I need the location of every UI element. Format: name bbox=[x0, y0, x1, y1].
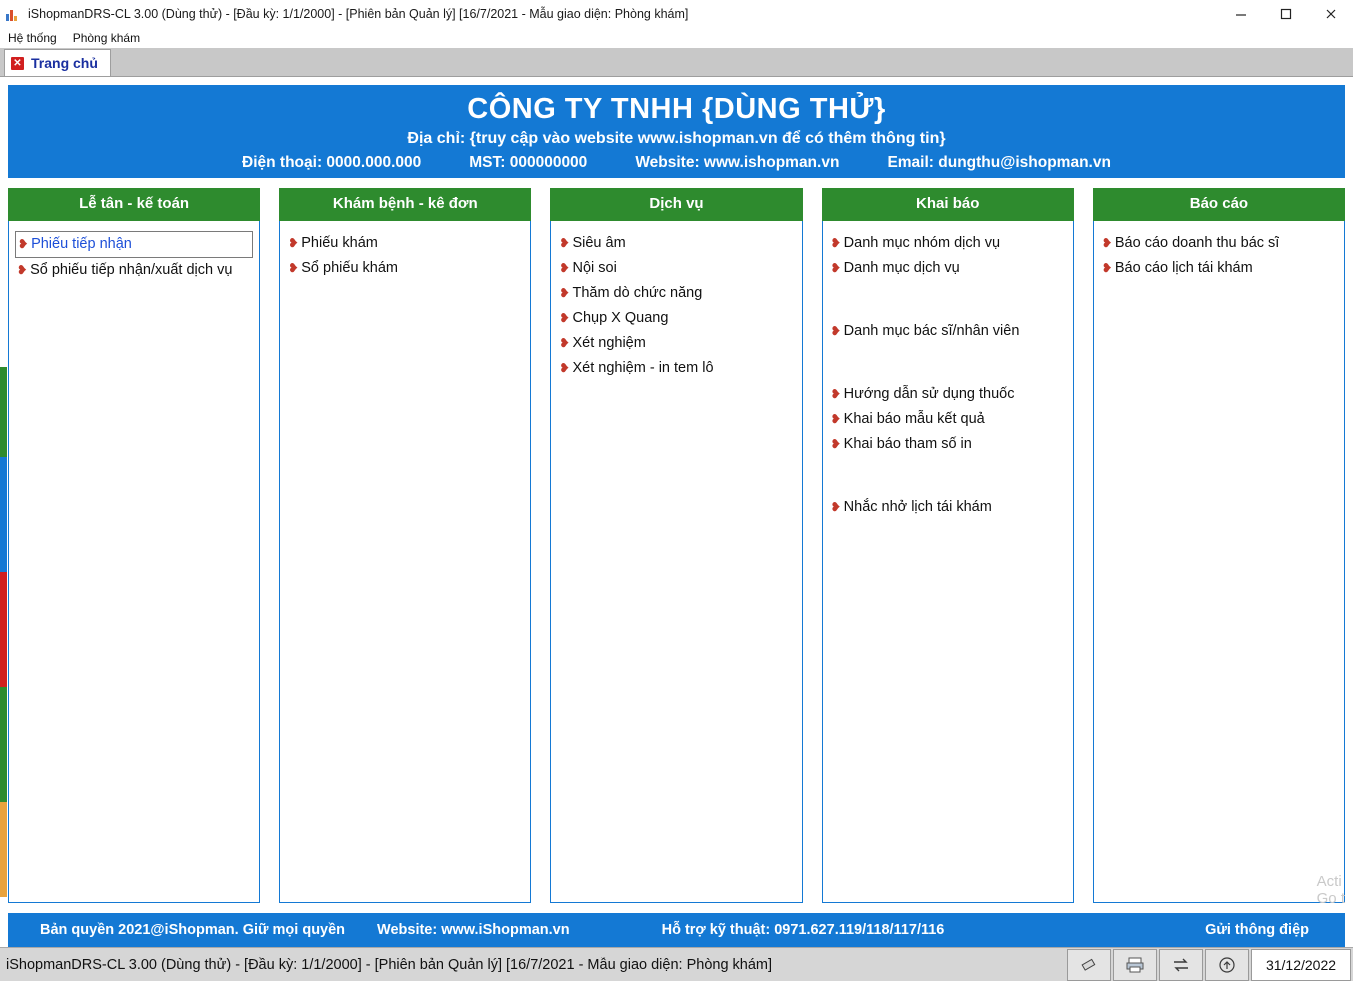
tab-strip bbox=[0, 48, 1353, 77]
footer-support: Hỗ trợ kỹ thuật: 0971.627.119/118/117/116 bbox=[661, 922, 945, 938]
menu-link-chup-x-quang[interactable] bbox=[557, 306, 795, 331]
menu-link-tham-do-chuc-nang[interactable] bbox=[557, 281, 795, 306]
link-label: Thăm dò chức năng bbox=[572, 285, 703, 301]
company-name: CÔNG TY TNHH {DÙNG THỬ} bbox=[467, 93, 886, 125]
link-label: Sổ phiếu khám bbox=[301, 260, 398, 276]
menu-link-khai-bao-tham-so-in[interactable] bbox=[829, 432, 1067, 457]
arrow-icon: ❥ bbox=[288, 236, 299, 250]
link-label: Chụp X Quang bbox=[572, 310, 669, 326]
arrow-icon: ❥ bbox=[830, 437, 841, 451]
company-website: Website: www.ishopman.vn bbox=[635, 154, 840, 171]
arrow-icon: ❥ bbox=[559, 286, 570, 300]
menu-link-phieu-tiep-nhan[interactable] bbox=[15, 231, 253, 258]
arrow-icon: ❥ bbox=[1101, 261, 1112, 275]
link-label: Khai báo mẫu kết quả bbox=[843, 411, 985, 427]
arrow-icon: ❥ bbox=[1101, 236, 1112, 250]
link-label: Sổ phiếu tiếp nhận/xuất dịch vụ bbox=[30, 262, 233, 278]
watermark-line-1: Acti bbox=[1316, 873, 1342, 890]
menu-link-xet-nghiem-in-tem-lo[interactable] bbox=[557, 356, 795, 381]
footer-copyright: Bản quyền 2021@iShopman. Giữ mọi quyền bbox=[40, 922, 346, 938]
arrow-icon: ❥ bbox=[830, 412, 841, 426]
window-title: iShopmanDRS-CL 3.00 (Dùng thử) - [Đầu kỳ: 1/1/2000] - [Phiên bản Quản lý] [16/7/2021 - Mẫu giao diện: Phòng khám] bbox=[28, 7, 689, 21]
link-label: Phiếu tiếp nhận bbox=[31, 236, 132, 252]
maximize-button[interactable] bbox=[1263, 0, 1308, 28]
upload-button[interactable] bbox=[1205, 949, 1249, 981]
footer-bar bbox=[8, 913, 1345, 947]
watermark-line-2: Go t bbox=[1316, 890, 1345, 907]
arrow-icon: ❥ bbox=[830, 500, 841, 514]
arrow-icon: ❥ bbox=[288, 261, 299, 275]
menu-bar bbox=[0, 28, 1353, 48]
arrow-icon: ❥ bbox=[830, 324, 841, 338]
arrow-icon: ❥ bbox=[17, 263, 28, 277]
column-body bbox=[822, 221, 1074, 903]
column-title: Khai báo bbox=[822, 188, 1074, 221]
link-label: Xét nghiệm bbox=[572, 335, 646, 351]
refresh-icon bbox=[1171, 956, 1191, 974]
menu-spacer bbox=[829, 457, 1067, 495]
column-title: Dịch vụ bbox=[550, 188, 802, 221]
arrow-icon: ❥ bbox=[559, 361, 570, 375]
column-body bbox=[1093, 221, 1345, 903]
link-label: Hướng dẫn sử dụng thuốc bbox=[843, 386, 1015, 402]
arrow-icon: ❥ bbox=[830, 236, 841, 250]
menu-link-danh-muc-bac-si-nhan-vien[interactable] bbox=[829, 319, 1067, 344]
arrow-icon: ❥ bbox=[559, 261, 570, 275]
status-date[interactable]: 31/12/2022 bbox=[1251, 949, 1351, 981]
module-columns bbox=[8, 188, 1345, 903]
menu-item-he-thong[interactable]: Hệ thống bbox=[8, 31, 57, 45]
minimize-icon bbox=[1234, 7, 1248, 21]
arrow-icon: ❥ bbox=[559, 236, 570, 250]
printer-button[interactable] bbox=[1113, 949, 1157, 981]
arrow-icon: ❥ bbox=[559, 311, 570, 325]
menu-link-khai-bao-mau-ket-qua[interactable] bbox=[829, 407, 1067, 432]
company-address: Địa chỉ: {truy cập vào website www.ishopman.vn để có thêm thông tin} bbox=[407, 130, 946, 147]
arrow-icon: ❥ bbox=[18, 237, 29, 251]
tab-trang-chu[interactable] bbox=[4, 49, 111, 76]
link-label: Danh mục bác sĩ/nhân viên bbox=[843, 323, 1020, 339]
link-label: Nhắc nhở lịch tái khám bbox=[843, 499, 992, 515]
footer-send-message-link[interactable]: Gửi thông điệp bbox=[1205, 922, 1309, 938]
eraser-icon bbox=[1079, 956, 1099, 974]
column-body bbox=[279, 221, 531, 903]
menu-link-sieu-am[interactable] bbox=[557, 231, 795, 256]
arrow-icon: ❥ bbox=[559, 336, 570, 350]
menu-link-so-phieu-kham[interactable] bbox=[286, 256, 524, 281]
link-label: Siêu âm bbox=[572, 235, 626, 251]
link-label: Danh mục dịch vụ bbox=[843, 260, 960, 276]
maximize-icon bbox=[1279, 7, 1293, 21]
column-title: Khám bệnh - kê đơn bbox=[279, 188, 531, 221]
company-tax: MST: 000000000 bbox=[469, 154, 588, 171]
company-phone: Điện thoại: 0000.000.000 bbox=[242, 154, 422, 171]
menu-link-bao-cao-lich-tai-kham[interactable] bbox=[1100, 256, 1338, 281]
status-text: iShopmanDRS-CL 3.00 (Dùng thử) - [Đầu kỳ: 1/1/2000] - [Phiên bản Quản lý] [16/7/2021 - Mẫu giao diện: Phòng khám] bbox=[6, 956, 773, 973]
work-area bbox=[0, 77, 1353, 947]
column-title: Báo cáo bbox=[1093, 188, 1345, 221]
company-email: Email: dungthu@ishopman.vn bbox=[887, 154, 1111, 171]
menu-spacer bbox=[829, 344, 1067, 382]
company-contacts bbox=[8, 154, 1345, 172]
column-dich-vu bbox=[550, 188, 802, 903]
menu-spacer bbox=[829, 281, 1067, 319]
menu-link-so-phieu-tiep-nhan[interactable] bbox=[15, 258, 253, 283]
arrow-icon: ❥ bbox=[830, 261, 841, 275]
edge-color-strip bbox=[0, 367, 7, 897]
eraser-button[interactable] bbox=[1067, 949, 1111, 981]
link-label: Xét nghiệm - in tem lô bbox=[572, 360, 714, 376]
menu-item-phong-kham[interactable]: Phòng khám bbox=[72, 31, 141, 45]
menu-link-nhac-nho-lich-tai-kham[interactable] bbox=[829, 495, 1067, 520]
tab-close-icon[interactable]: ✕ bbox=[11, 57, 24, 70]
link-label: Phiếu khám bbox=[301, 235, 378, 251]
column-khai-bao bbox=[822, 188, 1074, 903]
minimize-button[interactable] bbox=[1218, 0, 1263, 28]
column-body bbox=[8, 221, 260, 903]
upload-icon bbox=[1217, 956, 1237, 974]
footer-website: Website: www.iShopman.vn bbox=[377, 922, 570, 938]
column-title: Lễ tân - kế toán bbox=[8, 188, 260, 221]
column-bao-cao bbox=[1093, 188, 1345, 903]
arrow-icon: ❥ bbox=[830, 387, 841, 401]
link-label: Danh mục nhóm dịch vụ bbox=[843, 235, 1001, 251]
title-bar bbox=[0, 0, 1353, 28]
menu-link-noi-soi[interactable] bbox=[557, 256, 795, 281]
link-label: Khai báo tham số in bbox=[843, 436, 972, 452]
link-label: Báo cáo doanh thu bác sĩ bbox=[1114, 235, 1280, 251]
refresh-button[interactable] bbox=[1159, 949, 1203, 981]
window-controls bbox=[1218, 0, 1353, 28]
printer-icon bbox=[1124, 956, 1146, 974]
menu-link-bao-cao-doanh-thu-bac-si[interactable] bbox=[1100, 231, 1338, 256]
column-kham-benh-ke-don bbox=[279, 188, 531, 903]
menu-link-huong-dan-su-dung-thuoc[interactable] bbox=[829, 382, 1067, 407]
app-icon bbox=[6, 7, 22, 21]
menu-link-xet-nghiem[interactable] bbox=[557, 331, 795, 356]
link-label: Báo cáo lịch tái khám bbox=[1114, 260, 1253, 276]
status-bar bbox=[0, 947, 1353, 981]
column-body bbox=[550, 221, 802, 903]
company-banner bbox=[8, 85, 1345, 178]
menu-link-danh-muc-nhom-dich-vu[interactable] bbox=[829, 231, 1067, 256]
column-le-tan-ke-toan bbox=[8, 188, 260, 903]
menu-link-danh-muc-dich-vu[interactable] bbox=[829, 256, 1067, 281]
close-button[interactable] bbox=[1308, 0, 1353, 28]
menu-link-phieu-kham[interactable] bbox=[286, 231, 524, 256]
link-label: Nội soi bbox=[572, 260, 617, 276]
tab-label: Trang chủ bbox=[31, 55, 98, 71]
close-icon bbox=[1324, 7, 1338, 21]
